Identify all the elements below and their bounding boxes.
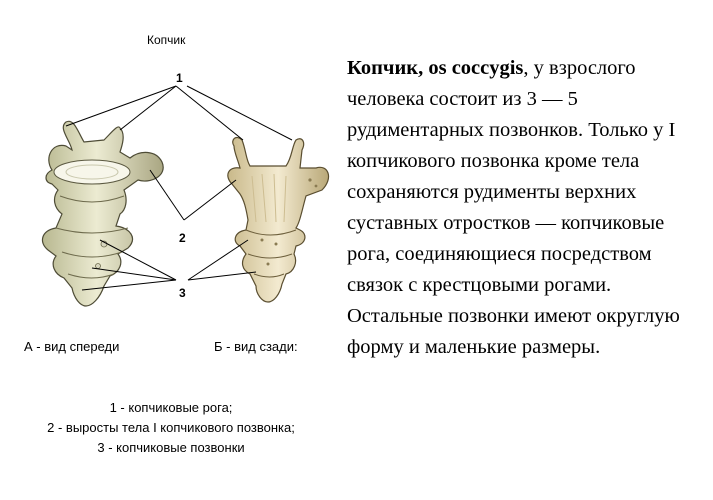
view-back-label: Б - вид сзади: (214, 339, 298, 354)
figure-title: Копчик (147, 33, 186, 47)
description-text (347, 53, 709, 363)
coccyx-back-view (228, 138, 329, 302)
view-front-label: А - вид спереди (24, 339, 120, 354)
description-term: Копчик, os coccygis (347, 57, 524, 79)
description-body: , у взрослого человека состоит из 3 — 5 рудиментарных позвонков. Только у I копчикового позвонка кроме тела сохраняются рудименты верхних суставных отростков — копчиковые рога, соединяющиеся посредством связок с крестцовыми рогами. Остальные позвонки имеют округлую форму и маленькие размеры. (347, 57, 680, 358)
legend-item: 3 - копчиковые позвонки (97, 440, 245, 455)
coccyx-front-view (42, 121, 163, 306)
legend-item: 1 - копчиковые рога; (109, 400, 233, 415)
callout-1: 1 (176, 71, 183, 85)
callout-2: 2 (179, 231, 186, 245)
figure-legend (0, 398, 342, 458)
callout-3: 3 (179, 286, 186, 300)
legend-item: 2 - выросты тела I копчикового позвонка; (47, 420, 295, 435)
